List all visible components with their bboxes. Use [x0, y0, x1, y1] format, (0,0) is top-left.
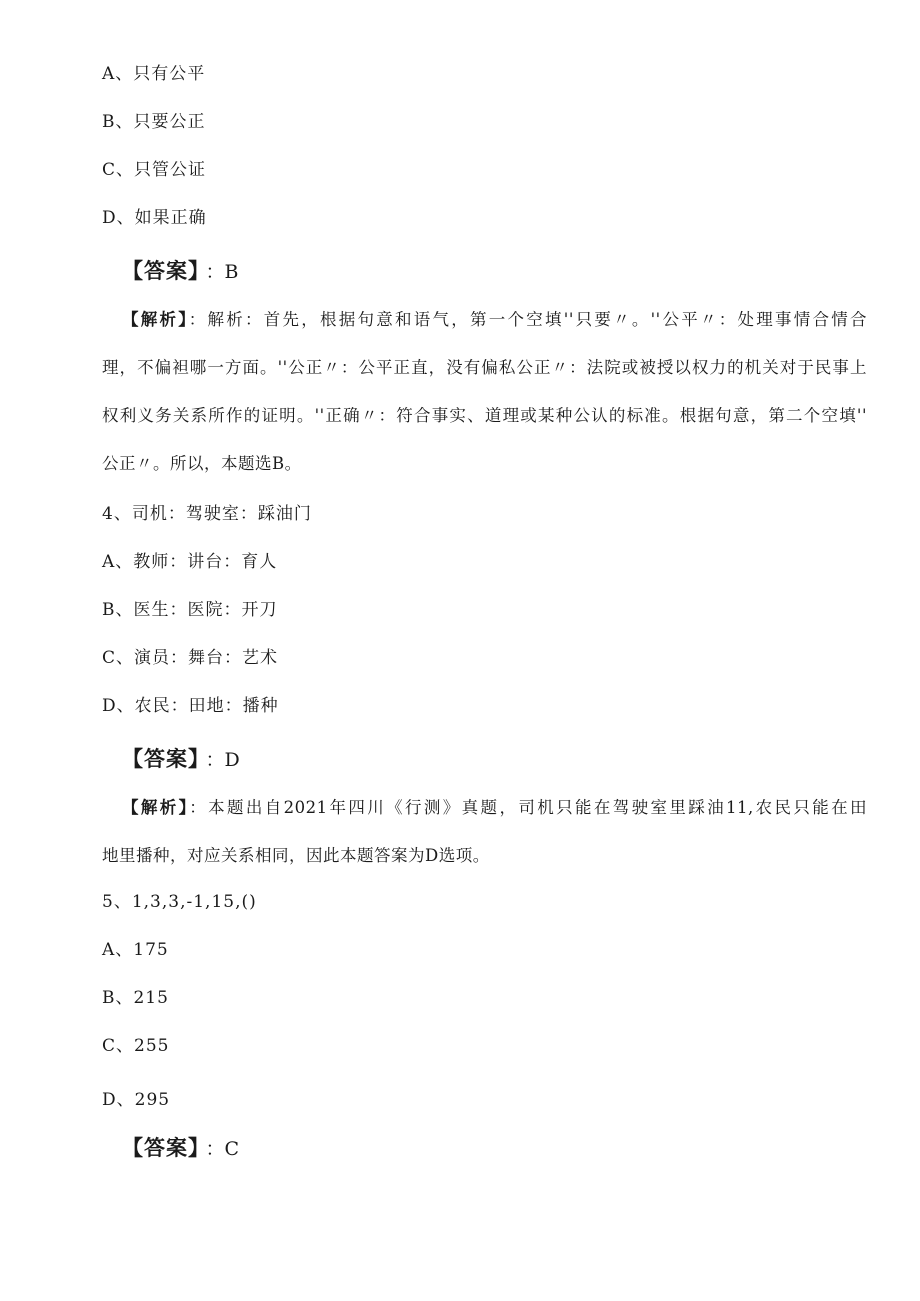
q3-analysis-line-1: 【解析】：解析：首先，根据句意和语气，第一个空填''只要〃。''公平〃：处理事情合情合	[122, 310, 867, 329]
q4-answer	[122, 745, 240, 774]
q5-option-a: A、175	[102, 940, 169, 960]
q3-option-c: C、只管公证	[102, 160, 207, 180]
q3-answer	[122, 257, 238, 286]
q3-option-d: D、如果正确	[102, 208, 207, 228]
q4-option-c: C、演员：舞台：艺术	[102, 648, 279, 668]
answer-value: ：C	[205, 1138, 240, 1160]
q3-analysis-line-3: 权利义务关系所作的证明。''正确〃：符合事实、道理或某种公认的标准。根据句意，第二个空填''	[102, 406, 867, 425]
q5-stem: 5、1,3,3,-1,15,()	[102, 892, 257, 912]
q4-stem: 4、司机：驾驶室：踩油门	[102, 504, 312, 524]
q3-analysis-line-4: 公正〃。所以，本题选B。	[102, 454, 302, 473]
analysis-tag: 【解析】	[122, 798, 190, 817]
q5-option-b: B、215	[102, 988, 169, 1008]
q5-answer	[122, 1134, 239, 1163]
answer-value: ：B	[205, 261, 239, 283]
answer-tag: 【答案】	[122, 747, 200, 771]
answer-tag: 【答案】	[122, 259, 200, 283]
q3-analysis-line-2: 理，不偏袒哪一方面。''公正〃：公平正直，没有偏私公正〃：法院或被授以权力的机关对于民事上	[102, 358, 867, 377]
answer-value: ：D	[205, 749, 240, 771]
analysis-tag: 【解析】	[122, 310, 189, 329]
q5-option-d: D、295	[102, 1090, 171, 1110]
q3-option-a: A、只有公平	[102, 64, 206, 84]
q5-option-c: C、255	[102, 1036, 170, 1056]
q4-option-a: A、教师：讲台：育人	[102, 552, 278, 572]
q4-option-d: D、农民：田地：播种	[102, 696, 279, 716]
q4-analysis-line-2: 地里播种，对应关系相同，因此本题答案为D选项。	[102, 846, 490, 865]
q4-option-b: B、医生：医院：开刀	[102, 600, 278, 620]
answer-tag: 【答案】	[122, 1136, 200, 1160]
q4-analysis-line-1: 【解析】：本题出自2021年四川《行测》真题，司机只能在驾驶室里踩油11,农民只能在田	[122, 798, 867, 817]
q3-option-b: B、只要公正	[102, 112, 206, 132]
